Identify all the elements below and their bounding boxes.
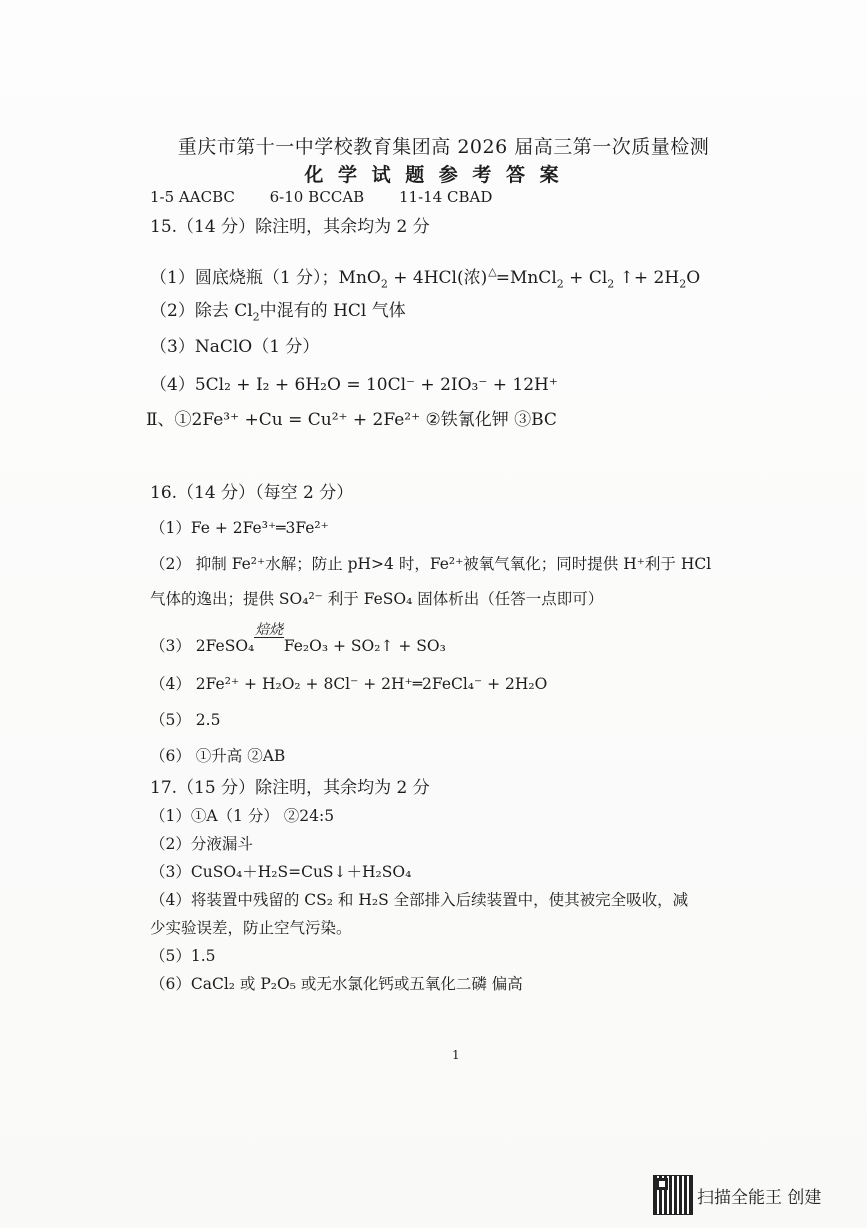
heat-symbol: △ — [488, 265, 497, 278]
mc-group-2: 6-10 BCCAB — [269, 188, 365, 206]
q17-part1: （1）①A（1 分） ②24:5 — [150, 807, 335, 825]
q16-heading: 16.（14 分）（每空 2 分） — [150, 483, 354, 503]
q17-heading: 17.（15 分）除注明，其余均为 2 分 — [150, 778, 430, 798]
q16-part2: （2） 抑制 Fe²⁺水解；防止 pH>4 时，Fe²⁺被氧气氧化；同时提供 H⁺利于 HCl — [150, 555, 712, 573]
q17-part4: （4）将装置中残留的 CS₂ 和 H₂S 全部排入后续装置中，使其被完全吸收，减 — [150, 891, 689, 909]
q17-part5: （5）1.5 — [150, 947, 216, 965]
roasting-condition: 焙烧 — [255, 622, 284, 638]
q17-part6: （6）CaCl₂ 或 P₂O₅ 或无水氯化钙或五氧化二磷 偏高 — [150, 975, 523, 993]
roasting-arrow — [254, 622, 284, 657]
q16-part2-cont: 气体的逸出；提供 SO₄²⁻ 利于 FeSO₄ 固体析出（任答一点即可） — [150, 590, 604, 608]
q15-part2: （2）除去 $Cl_2$中混有的 HCl 气体 — [150, 301, 406, 324]
q15-section2: Ⅱ、①2Fe³⁺ +Cu = Cu²⁺ + 2Fe²⁺ ②铁氰化钾 ③BC — [146, 410, 557, 430]
mc-group-1: 1-5 AACBC — [150, 188, 235, 206]
q15-part1: （1）圆底烧瓶（1 分）；MnO$_2$ + 4HCl(浓)△=MnCl$_2$ + $Cl_2$ ↑+ $2H_2O$ — [150, 265, 701, 291]
page-number: 1 — [452, 1048, 460, 1062]
q15-heading: 15.（14 分）除注明，其余均为 2 分 — [150, 217, 430, 237]
scanner-watermark: 扫描全能王 创建 — [697, 1188, 822, 1208]
q16-part6: （6） ①升高 ②AB — [150, 747, 286, 765]
q15-part3: （3）NaClO（1 分） — [150, 337, 320, 357]
q17-part4-cont: 少实验误差，防止空气污染。 — [150, 919, 352, 937]
page-subtitle: 化 学 试 题 参 考 答 案 — [304, 164, 563, 186]
q16-part3: （3） 2FeSO₄ 焙烧 Fe₂O₃ + SO₂↑ + SO₃ — [150, 622, 446, 655]
multiple-choice-answers — [150, 186, 522, 208]
q16-part5: （5） 2.5 — [150, 711, 221, 729]
qr-code-icon — [653, 1175, 693, 1215]
q15-part4: （4）5Cl₂ + I₂ + 6H₂O = 10Cl⁻ + 2IO₃⁻ + 12H⁺ — [150, 375, 558, 395]
q16-part4: （4） 2Fe²⁺ + H₂O₂ + 8Cl⁻ + 2H⁺═2FeCl₄⁻ + 2H₂O — [150, 675, 548, 693]
q17-part2: （2）分液漏斗 — [150, 835, 253, 853]
mc-group-3: 11-14 CBAD — [398, 188, 493, 206]
q17-part3: （3）CuSO₄＋H₂S=CuS↓＋H₂SO₄ — [150, 863, 412, 881]
q16-part1: （1）Fe + 2Fe³⁺═3Fe²⁺ — [150, 519, 329, 537]
page-title: 重庆市第十一中学校教育集团高 2026 届高三第一次质量检测 — [177, 136, 710, 158]
